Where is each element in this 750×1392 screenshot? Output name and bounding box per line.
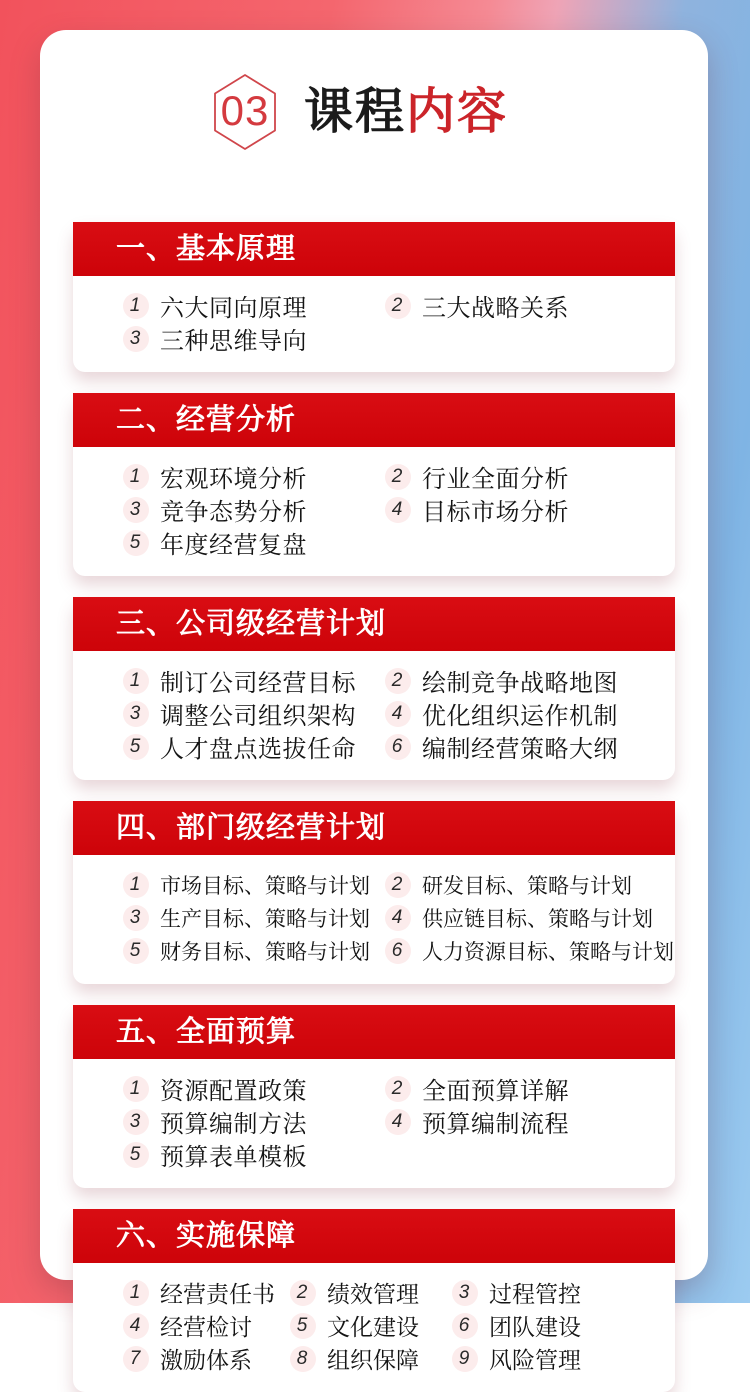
item-label: 绘制竞争战略地图 [422, 670, 618, 697]
course-item [123, 901, 385, 934]
section-header [73, 801, 675, 855]
section-title: 三、公司级经营计划 [116, 607, 387, 640]
item-number-badge: 4 [385, 497, 411, 523]
item-number-badge: 9 [452, 1346, 478, 1372]
item-number-badge: 2 [385, 872, 411, 898]
item-number-badge: 6 [452, 1313, 478, 1339]
course-item [123, 1342, 290, 1375]
item-number-badge: 3 [123, 701, 149, 727]
item-number-badge: 2 [385, 1076, 411, 1102]
item-number-badge: 4 [385, 1109, 411, 1135]
course-section [73, 1209, 675, 1392]
item-number-badge: 5 [290, 1313, 316, 1339]
course-item [385, 868, 674, 901]
sections-list [73, 222, 675, 1392]
course-item [385, 730, 661, 763]
item-label: 市场目标、策略与计划 [160, 874, 370, 898]
section-header [73, 222, 675, 276]
item-label: 组织保障 [327, 1347, 419, 1373]
course-section [73, 222, 675, 372]
item-number-badge: 6 [385, 734, 411, 760]
item-label: 年度经营复盘 [160, 532, 307, 559]
item-label: 优化组织运作机制 [422, 703, 618, 730]
page-title-primary: 课程 [303, 84, 406, 139]
item-label: 文化建设 [327, 1314, 419, 1340]
course-item [452, 1309, 661, 1342]
item-label: 过程管控 [489, 1281, 581, 1307]
item-number-badge: 1 [123, 1076, 149, 1102]
item-number-badge: 1 [123, 872, 149, 898]
course-item [385, 493, 661, 526]
course-item [385, 1072, 661, 1105]
course-item [123, 526, 385, 559]
course-item [385, 289, 661, 322]
item-number-badge: 1 [123, 1280, 149, 1306]
section-title: 四、部门级经营计划 [116, 811, 387, 844]
item-label: 预算编制方法 [160, 1111, 307, 1138]
item-number-badge: 6 [385, 938, 411, 964]
item-label: 调整公司组织架构 [160, 703, 356, 730]
item-number-badge: 3 [452, 1280, 478, 1306]
item-label: 宏观环境分析 [160, 466, 307, 493]
item-label: 预算编制流程 [422, 1111, 569, 1138]
item-number-badge: 3 [123, 1109, 149, 1135]
item-label: 激励体系 [160, 1347, 252, 1373]
item-number-badge: 1 [123, 668, 149, 694]
page-title-accent: 内容 [406, 84, 509, 139]
item-label: 研发目标、策略与计划 [422, 874, 632, 898]
item-number-badge: 2 [385, 464, 411, 490]
item-label: 编制经营策略大纲 [422, 736, 618, 763]
course-item [290, 1342, 452, 1375]
section-header [73, 1209, 675, 1263]
section-body [73, 855, 675, 984]
course-item [452, 1276, 661, 1309]
course-item [123, 460, 385, 493]
course-item [123, 664, 385, 697]
course-item [123, 1105, 385, 1138]
item-number-badge: 5 [123, 938, 149, 964]
item-label: 竞争态势分析 [160, 499, 307, 526]
course-item [385, 1105, 661, 1138]
page-title [303, 84, 509, 139]
item-label: 经营责任书 [160, 1281, 275, 1307]
main-card [40, 30, 708, 1373]
course-item [123, 697, 385, 730]
course-item [123, 493, 385, 526]
item-number-badge: 2 [385, 293, 411, 319]
course-item [123, 289, 385, 322]
item-label: 预算表单模板 [160, 1144, 307, 1171]
course-item [452, 1342, 661, 1375]
item-label: 制订公司经营目标 [160, 670, 356, 697]
item-number-badge: 4 [385, 701, 411, 727]
item-number-badge: 3 [123, 905, 149, 931]
course-item [385, 460, 661, 493]
item-label: 三种思维导向 [160, 328, 307, 355]
course-section [73, 801, 675, 984]
section-title: 一、基本原理 [116, 232, 297, 265]
course-item [123, 1309, 290, 1342]
section-body [73, 276, 675, 372]
item-label: 绩效管理 [327, 1281, 419, 1307]
section-title: 五、全面预算 [116, 1015, 297, 1048]
item-label: 人才盘点选拔任命 [160, 736, 356, 763]
item-label: 三大战略关系 [422, 295, 569, 322]
section-title: 二、经营分析 [116, 403, 297, 436]
item-number-badge: 5 [123, 530, 149, 556]
item-number-badge: 5 [123, 1142, 149, 1168]
course-section [73, 393, 675, 576]
course-item [123, 1072, 385, 1105]
item-label: 风险管理 [489, 1347, 581, 1373]
item-number-badge: 2 [290, 1280, 316, 1306]
item-number-badge: 5 [123, 734, 149, 760]
course-item [123, 868, 385, 901]
item-number-badge: 2 [385, 668, 411, 694]
course-item [123, 1138, 385, 1171]
course-item [385, 934, 674, 967]
section-body [73, 447, 675, 576]
section-body [73, 1263, 675, 1392]
section-header [73, 393, 675, 447]
item-number-badge: 3 [123, 326, 149, 352]
item-label: 资源配置政策 [160, 1078, 307, 1105]
course-item [123, 322, 385, 355]
item-label: 供应链目标、策略与计划 [422, 907, 653, 931]
item-label: 经营检讨 [160, 1314, 252, 1340]
course-item [123, 730, 385, 763]
item-label: 人力资源目标、策略与计划 [422, 940, 674, 964]
course-section [73, 1005, 675, 1188]
item-label: 财务目标、策略与计划 [160, 940, 370, 964]
item-label: 全面预算详解 [422, 1078, 569, 1105]
section-body [73, 1059, 675, 1188]
item-number-badge: 4 [385, 905, 411, 931]
chapter-number: 03 [220, 87, 270, 135]
item-label: 六大同向原理 [160, 295, 307, 322]
item-label: 行业全面分析 [422, 466, 569, 493]
course-item [123, 1276, 290, 1309]
section-header [73, 597, 675, 651]
course-item [290, 1309, 452, 1342]
item-label: 团队建设 [489, 1314, 581, 1340]
course-item [123, 934, 385, 967]
section-title: 六、实施保障 [116, 1219, 297, 1252]
chapter-header [59, 72, 661, 152]
item-number-badge: 1 [123, 293, 149, 319]
item-number-badge: 4 [123, 1313, 149, 1339]
item-number-badge: 8 [290, 1346, 316, 1372]
item-label: 生产目标、策略与计划 [160, 907, 370, 931]
course-item [290, 1276, 452, 1309]
section-body [73, 651, 675, 780]
course-item [385, 664, 661, 697]
item-label: 目标市场分析 [422, 499, 569, 526]
course-section [73, 597, 675, 780]
chapter-number-badge [212, 73, 278, 151]
course-item [385, 901, 674, 934]
section-header [73, 1005, 675, 1059]
item-number-badge: 1 [123, 464, 149, 490]
item-number-badge: 3 [123, 497, 149, 523]
course-item [385, 697, 661, 730]
item-number-badge: 7 [123, 1346, 149, 1372]
